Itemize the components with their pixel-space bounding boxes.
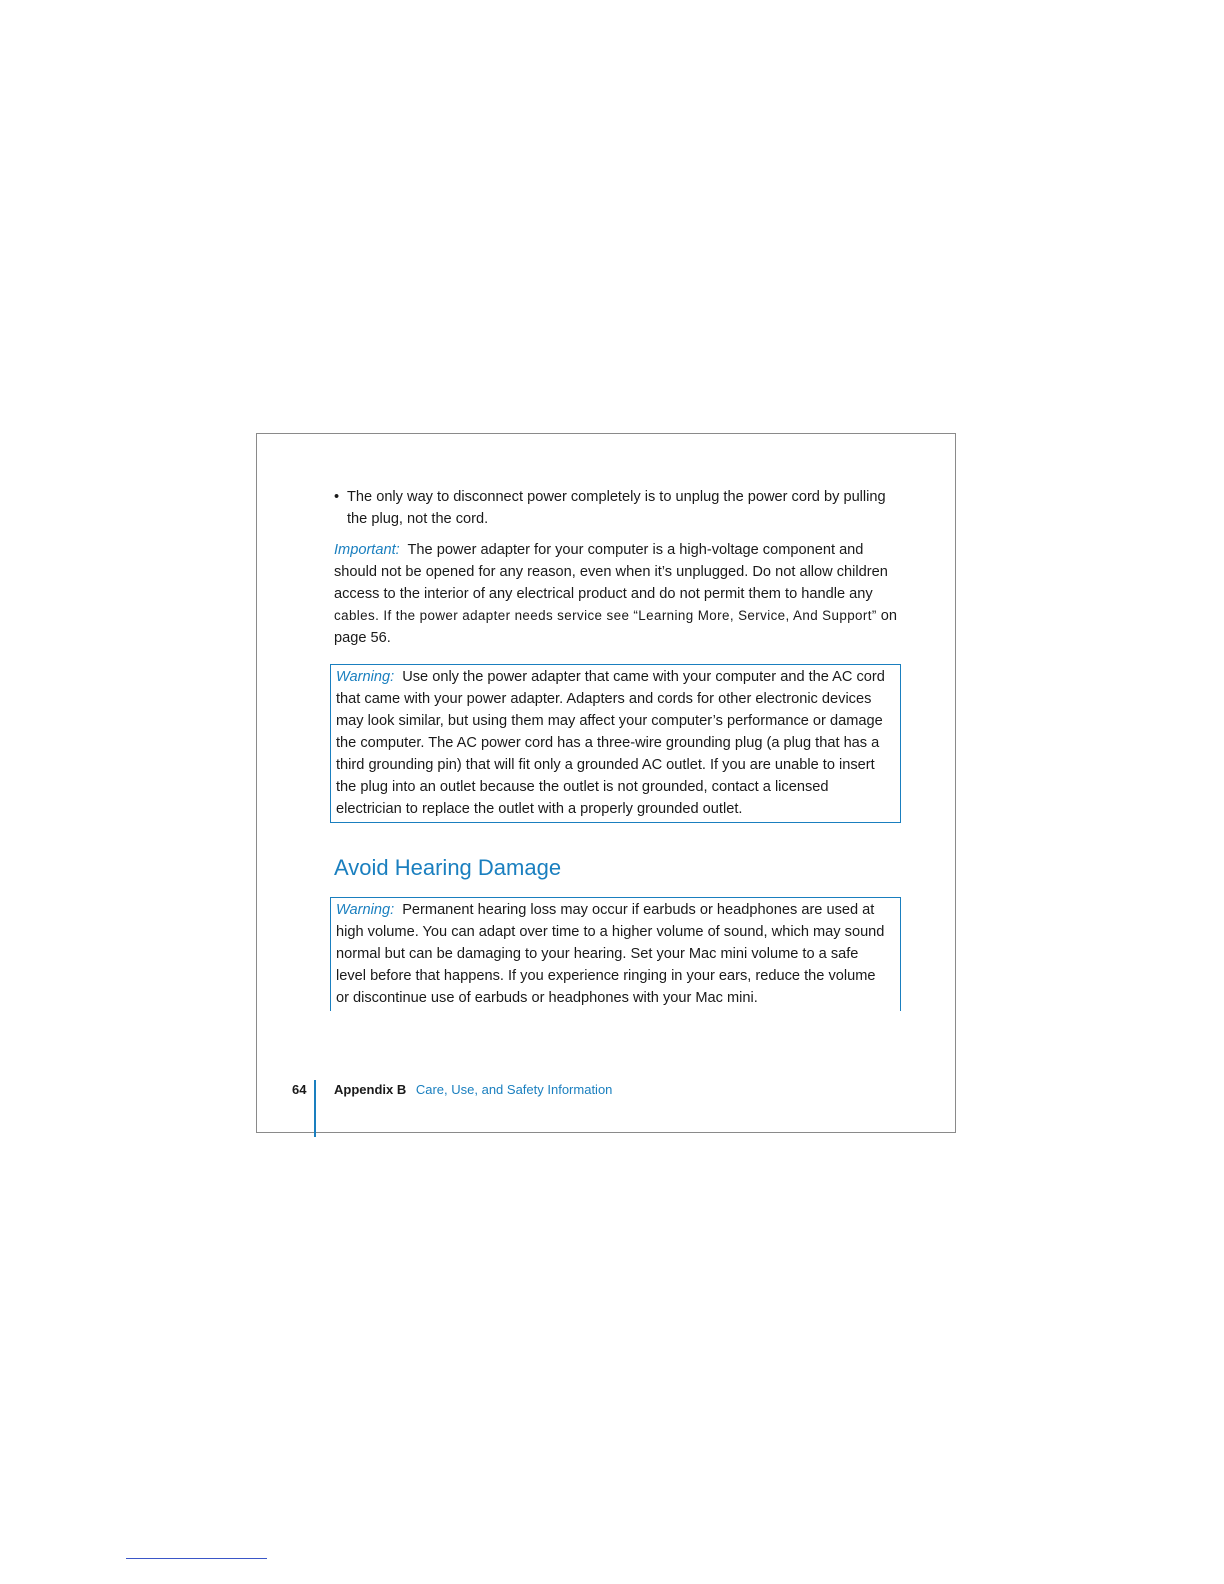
footer-chapter xyxy=(334,1082,612,1097)
important-note xyxy=(334,539,900,649)
section-heading: Avoid Hearing Damage xyxy=(334,855,562,880)
appendix-label: Appendix B xyxy=(334,1082,407,1097)
important-text: The power adapter for your computer is a high-voltage component and should not be opened for any reason, even when it’s unplugged. Do not allow children access to the interior of any electrical product and do not permit them to handle any xyxy=(334,542,888,602)
bullet-text: The only way to disconnect power completely is to unplug the power cord by pulling the plug, not the cord. xyxy=(347,489,886,527)
appendix-title: Care, Use, and Safety Information xyxy=(415,1082,613,1097)
warning-text: Permanent hearing loss may occur if earbuds or headphones are used at high volume. You can adapt over time to a higher volume of sound, which may sound normal but can be damaging to your hearing. Set your Mac mini volume to a safe level before that happens. If you experience ringing in your ears, reduce the volume or discontinue use of earbuds or headphones with your Mac mini. xyxy=(336,902,885,1006)
important-text-continued: cables. If the power adapter needs service see “Learning More, Service, And Support” xyxy=(334,608,877,623)
bullet-item xyxy=(334,486,900,530)
important-label: Important: xyxy=(334,542,400,558)
warning-label: Warning: xyxy=(336,902,395,918)
warning-box-power xyxy=(330,664,901,823)
page-footer xyxy=(290,1080,690,1138)
important-text-end: on page 56. xyxy=(334,608,898,646)
link-underline xyxy=(126,1558,267,1559)
page-content xyxy=(334,486,900,1011)
bullet-marker: • xyxy=(334,489,340,505)
warning-label: Warning: xyxy=(336,669,395,685)
footer-divider xyxy=(314,1080,316,1137)
warning-text: Use only the power adapter that came with your computer and the AC cord that came with your power adapter. Adapters and cords for other electronic devices may look similar, but using them may affect your computer’s performance or damage the computer. The AC power cord has a three-wire grounding plug (a plug that has a third grounding pin) that will fit only a grounded AC outlet. If you are unable to insert the plug into an outlet because the outlet is not grounded, contact a licensed electrician to replace the outlet with a properly grounded outlet. xyxy=(336,669,885,817)
page-number: 64 xyxy=(292,1082,307,1097)
warning-box-hearing xyxy=(330,897,901,1011)
